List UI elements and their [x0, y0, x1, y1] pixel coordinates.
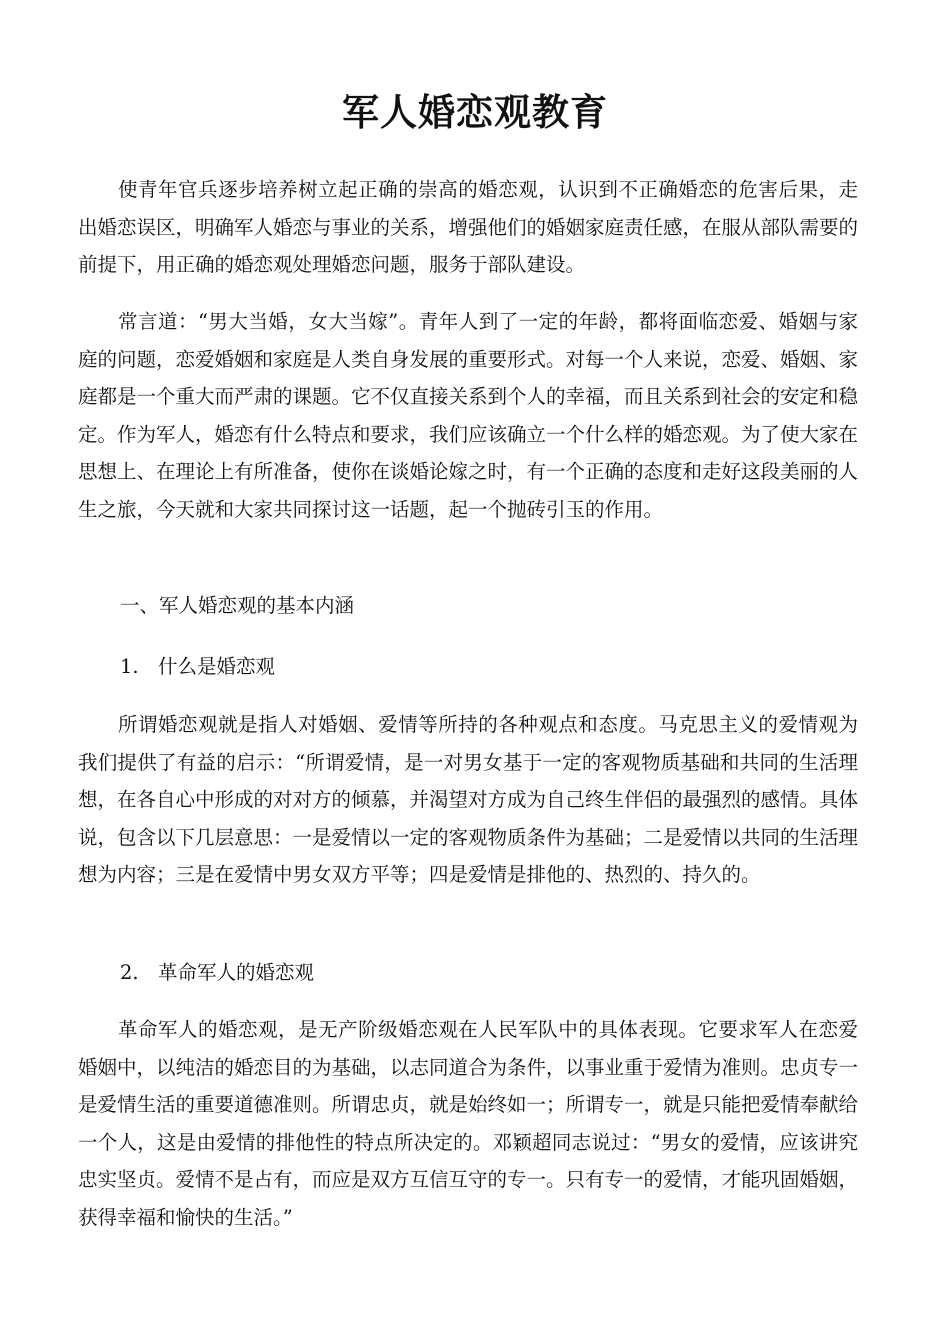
subsection-title-2: 革命军人的婚恋观 — [158, 961, 315, 984]
subsection-number-1: 1. — [120, 655, 139, 678]
subsection-heading-1 — [120, 648, 275, 686]
intro-paragraph: 使青年官兵逐步培养树立起正确的崇高的婚恋观，认识到不正确婚恋的危害后果，走出婚恋误区，明确军人婚恋与事业的关系，增强他们的婚姻家庭责任感，在服从部队需要的前提下，用正确的婚恋观处理婚恋问题，服务于部队建设。 — [78, 178, 859, 276]
definition-paragraph: 所谓婚恋观就是指人对婚姻、爱情等所持的各种观点和态度。马克思主义的爱情观为我们提供了有益的启示：“所谓爱情，是一对男女基于一定的客观物质基础和共同的生活理想，在各自心中形成的对对方的倾慕，并渴望对方成为自己终生伴侣的最强烈的感情。具体说，包含以下几层意思：一是爱情以一定的客观物质条件为基础；二是爱情以共同的生活理想为内容；三是在爱情中男女双方平等；四是爱情是排他的、热烈的、持久的。 — [78, 713, 859, 886]
revolutionary-paragraph: 革命军人的婚恋观，是无产阶级婚恋观在人民军队中的具体表现。它要求军人在恋爱婚姻中，以纯洁的婚恋目的为基础，以志同道合为条件，以事业重于爱情为准则。忠贞专一是爱情生活的重要道德准则。所谓忠贞，就是始终如一；所谓专一，就是只能把爱情奉献给一个人，这是由爱情的排他性的特点所决定的。邓颖超同志说过：“男女的爱情，应该讲究忠实坚贞。爱情不是占有，而应是双方互信互守的专一。只有专一的爱情，才能巩固婚姻，获得幸福和愉快的生活。” — [78, 1018, 859, 1229]
document-title: 军人婚恋观教育 — [342, 91, 608, 134]
background-paragraph: 常言道：“男大当婚，女大当嫁”。青年人到了一定的年龄，都将面临恋爱、婚姻与家庭的问题，恋爱婚姻和家庭是人类自身发展的重要形式。对每一个人来说，恋爱、婚姻、家庭都是一个重大而严肃的课题。它不仅直接关系到个人的幸福，而且关系到社会的安定和稳定。作为军人，婚恋有什么特点和要求，我们应该确立一个什么样的婚恋观。为了使大家在思想上、在理论上有所准备，使你在谈婚论嫁之时，有一个正确的态度和走好这段美丽的人生之旅，今天就和大家共同探讨这一话题，起一个抛砖引玉的作用。 — [78, 310, 859, 521]
section-heading-1: 一、军人婚恋观的基本内涵 — [120, 594, 355, 617]
subsection-number-2: 2. — [120, 961, 139, 984]
subsection-title-1: 什么是婚恋观 — [158, 655, 276, 678]
subsection-heading-2 — [120, 954, 314, 992]
